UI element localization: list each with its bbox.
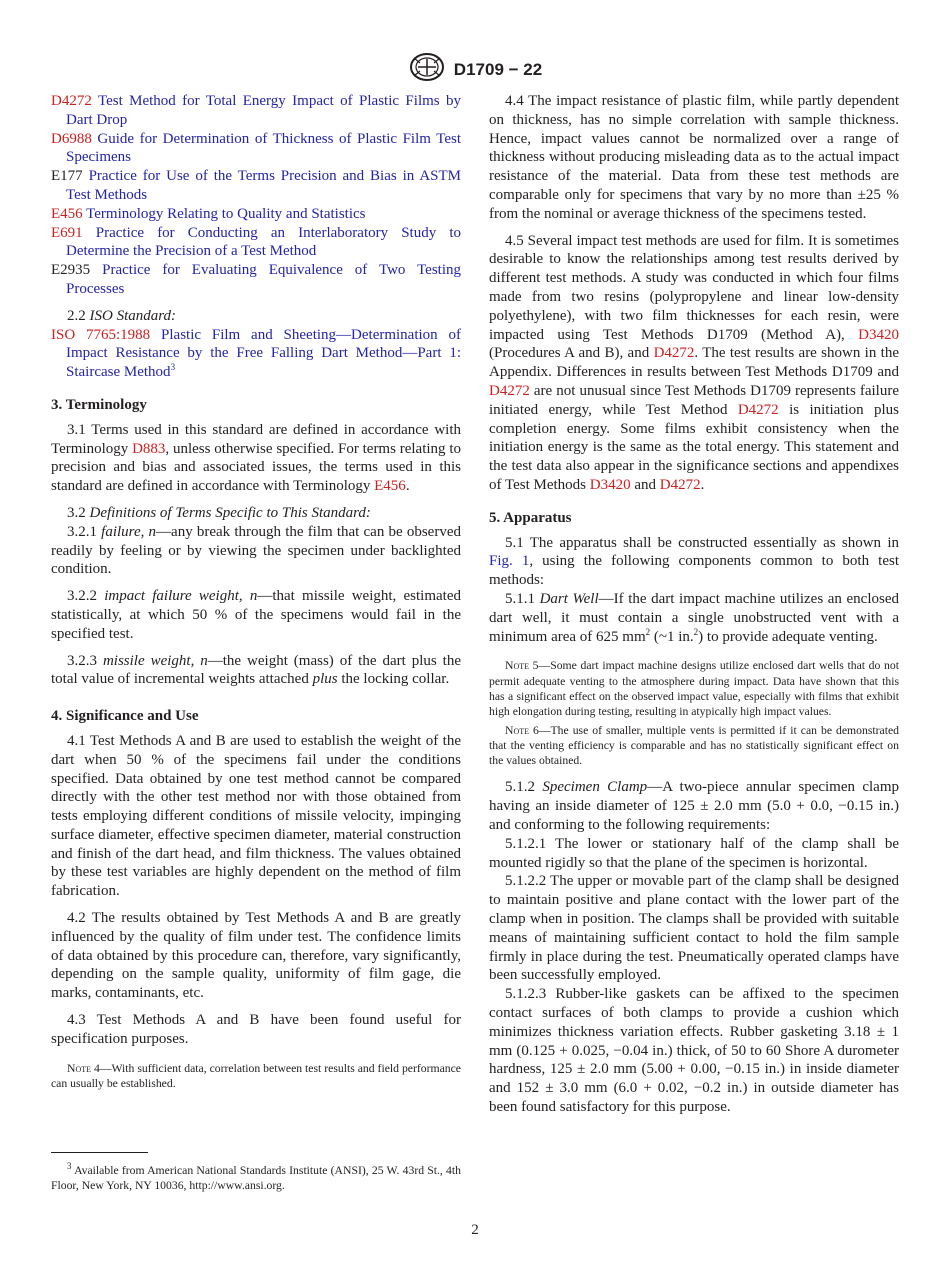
text: —If the dart impact machine utilizes an enclosed dart well, it must contain a single unobstructed vent with a minimum area of 625 mm — [489, 590, 899, 645]
paragraph-4-1: 4.1 Test Methods A and B are used to establish the weight of the dart when 50 % of the specimens fail under the conditions specified. Data obtained by one test method cannot be compared directly with the other test method nor with those obtained from tests employing different conditions of missile velocity, impinging surface diameter, effective specimen diameter, material construction and finish of the dart head, and film thickness. The values obtained by these test variables are highly dependent on the method of film fabrication. — [51, 732, 461, 900]
text: . The test results are shown in the Appendix. Differences in results between Test Methods D1709 and — [489, 345, 900, 381]
text: 5.1 The apparatus shall be constructed essentially as shown in — [505, 534, 899, 551]
defined-term: Dart Well — [539, 590, 599, 607]
iso-code-link[interactable]: ISO 7765:1988 — [51, 326, 151, 343]
iso-standard-heading — [51, 307, 461, 326]
paragraph-5-1-2-2: 5.1.2.2 The upper or movable part of the clamp shall be designed to maintain positive and plane contact with the lower part of the clamp when in position. The clamps shall be provided with suitable means of maintaining sufficient contact to hold the film sample firmly in place during the test. Pneumatically operated clamps have been successfully employed. — [489, 873, 899, 984]
definition-tail: the locking collar. — [337, 671, 450, 688]
section-heading-apparatus: 5. Apparatus — [489, 509, 572, 526]
d3420-link[interactable]: D3420 — [589, 476, 631, 493]
text: ) to provide adequate venting. — [698, 628, 878, 645]
section-number: 3.2.3 — [67, 652, 97, 669]
reference-item — [51, 92, 461, 130]
definition: —that missile weight, estimated statistically, at which 50 % of the specimens would fail in the specified test. — [51, 588, 461, 642]
footnote-marker[interactable]: 3 — [170, 362, 176, 373]
reference-code-link[interactable]: D4272 — [51, 93, 92, 109]
note-6 — [489, 723, 899, 769]
reference-title-link[interactable]: Terminology Relating to Quality and Statistics — [86, 205, 366, 222]
iso-section-number: 2.2 — [67, 307, 86, 324]
text: is initiation plus completion energy. Some films exhibit consistency when the initiation energy is the same as the total energy. This statement and the test data also appear in the significance sections and appendixes of Test Methods — [489, 401, 899, 493]
section-number: 3.2.1 — [67, 523, 97, 540]
definition: —the weight (mass) of the dart plus the total value of incremental weights attached — [51, 652, 461, 688]
superscript: 2 — [693, 626, 699, 637]
footnote-mark: 3 — [67, 1161, 72, 1172]
defined-term: failure, n — [101, 523, 157, 540]
text: (Procedures A and B), and — [489, 345, 654, 362]
emphasis: plus — [312, 671, 338, 688]
paragraph-3-2 — [51, 504, 461, 523]
note-5 — [489, 658, 899, 719]
paragraph-5-1-1 — [489, 590, 899, 646]
reference-code-link[interactable]: E456 — [51, 205, 83, 222]
reference-title-link[interactable]: Practice for Conducting an Interlaboratory Study to Determine the Precision of a Test Method — [66, 224, 461, 260]
section-number: 5.1.2 — [505, 779, 535, 796]
reference-code-link[interactable]: E691 — [51, 224, 83, 241]
d3420-link[interactable]: D3420 — [858, 326, 899, 343]
text: 4.5 Several impact test methods are used for film. It is sometimes desirable to know the relationships among test results derived by different test methods. A study was conducted in which four films made from two resins (polypropylene and linear low-density polyethylene), with two film thicknesses for each resin, were impacted using Test Methods D1709 (Method A), — [489, 232, 899, 343]
paragraph-3-2-3 — [51, 652, 461, 690]
left-column — [51, 92, 461, 1091]
note-text: —The use of smaller, multiple vents is permitted if it can be demonstrated that the venting efficiency is comparable and has no statistically significant effect on the values obtained. — [489, 723, 899, 768]
astm-logo-icon — [408, 52, 446, 87]
paragraph-5-1-2-1: 5.1.2.1 The lower or stationary half of the clamp shall be mounted rigidly so that the plane of the specimen is horizontal. — [489, 835, 899, 871]
text: and — [630, 476, 660, 493]
text: are not unusual since Test Methods D1709 represents failure initiated energy, while Test Method — [489, 382, 899, 418]
text: . — [405, 478, 410, 495]
e456-link[interactable]: E456 — [374, 478, 406, 495]
d4272-link[interactable]: D4272 — [659, 476, 701, 493]
d4272-link[interactable]: D4272 — [653, 345, 695, 362]
note-4 — [51, 1061, 461, 1092]
reference-title-link[interactable]: Test Method for Total Energy Impact of Plastic Films by Dart Drop — [66, 93, 461, 128]
paragraph-4-3: 4.3 Test Methods A and B have been found useful for specification purposes. — [51, 1012, 461, 1047]
figure-1-link[interactable]: Fig. 1 — [489, 553, 530, 570]
reference-code: E177 — [51, 168, 83, 185]
text: , using the following components common to both test methods: — [489, 553, 899, 589]
reference-item — [51, 167, 461, 205]
standard-designation: D1709 − 22 — [453, 59, 543, 79]
paragraph-5-1-2-3: 5.1.2.3 Rubber-like gaskets can be affixed to the specimen contact surfaces of both clamps to provide a cushion which minimizes thickness variation effects. Rubber gasketing 3.18 ± 1 mm (0.125 + 0.025, −0.04 in.) thick, of 50 to 60 Shore A durometer hardness, 125 ± 2.0 mm (5.00 + 0.00, −0.15 in.) in inside diameter and 152 ± 3.0 mm (6.0 + 0.02, −0.2 in.) in outside diameter has been found satisfactory for this purpose. — [489, 986, 899, 1115]
text: 3.1 Terms used in this standard are defined in accordance with Terminology — [51, 421, 461, 457]
superscript: 2 — [645, 626, 651, 637]
reference-item — [51, 130, 461, 168]
d4272-link[interactable]: D4272 — [737, 401, 779, 418]
paragraph-3-2-2 — [51, 587, 461, 643]
reference-code-link[interactable]: D6988 — [51, 130, 92, 147]
note-label: Note 4 — [67, 1061, 100, 1075]
defined-term: impact failure weight, n — [104, 588, 258, 605]
note-text: —Some dart impact machine designs utilize enclosed dart wells that do not permit adequate venting to the atmosphere during impact. Data have shown that this has a significant effect on the observed impact value, especially with films that exhibit high elongation during testing, resulting in atypically high impact values. — [489, 659, 899, 719]
paragraph-5-1 — [489, 534, 899, 590]
section-heading-terminology: 3. Terminology — [51, 396, 147, 413]
reference-item — [51, 261, 461, 299]
reference-title-link[interactable]: Guide for Determination of Thickness of Plastic Film Test Specimens — [66, 130, 461, 166]
note-label: Note 6 — [505, 723, 539, 737]
reference-item — [51, 205, 461, 224]
paragraph-4-2: 4.2 The results obtained by Test Methods A and B are greatly influenced by the quality of film under test. The confidence limits of data obtained by this procedure can, therefore, vary significantly, depending on the sample quality, uniformity of film gage, die marks, contaminants, etc. — [51, 910, 461, 1002]
text: . — [700, 476, 705, 493]
section-title: Definitions of Terms Specific to This Standard: — [89, 504, 371, 521]
reference-list — [51, 92, 461, 299]
section-number: 5.1.1 — [505, 590, 535, 607]
definition: —any break through the film that can be observed readily by feeling or by viewing the specimen under backlighted condition. — [51, 523, 461, 578]
d4272-link[interactable]: D4272 — [489, 382, 530, 399]
right-column — [489, 92, 899, 1117]
text: —A two-piece annular specimen clamp having an inside diameter of 125 ± 2.0 mm (5.0 + 0.0, −0.15 in.) and conforming to the following requirements: — [489, 779, 899, 833]
section-heading-significance: 4. Significance and Use — [51, 708, 199, 725]
paragraph-3-2-1 — [51, 523, 461, 579]
section-number: 3.2 — [67, 504, 86, 521]
page-header — [0, 52, 950, 87]
page-number: 2 — [471, 1222, 479, 1238]
reference-title-link[interactable]: Practice for Use of the Terms Precision and Bias in ASTM Test Methods — [66, 168, 462, 203]
text: , unless otherwise specified. For terms relating to precision and bias and associated issues, the terms used in this standard are defined in accordance with Terminology — [51, 440, 461, 495]
iso-reference-item — [51, 326, 461, 382]
footnote-3 — [51, 1163, 461, 1194]
section-number: 3.2.2 — [67, 588, 97, 605]
reference-item — [51, 224, 461, 262]
iso-section-title: ISO Standard: — [89, 307, 177, 324]
text: (~1 in. — [650, 628, 694, 645]
defined-term: Specimen Clamp — [542, 779, 648, 796]
paragraph-5-1-2 — [489, 778, 899, 834]
paragraph-4-4: 4.4 The impact resistance of plastic film, while partly dependent on thickness, has no simple correlation with sample thickness. Hence, impact values cannot be normalized over a range of thickness without producing misleading data as to the actual impact resistance of the material. Data from these test methods are comparable only for specimens that vary by no more than ±25 % from the nominal or average thickness of the specimens tested. — [489, 93, 899, 222]
note-text: —With sufficient data, correlation between test results and field performance can usually be established. — [51, 1061, 461, 1090]
reference-code: E2935 — [51, 262, 91, 279]
iso-title-link[interactable]: Plastic Film and Sheeting—Determination of Impact Resistance by the Free Falling Dart Method—Part 1: Staircase Method — [66, 326, 462, 381]
defined-term: missile weight, n — [102, 652, 208, 669]
note-label: Note 5 — [505, 659, 539, 673]
paragraph-4-5 — [489, 232, 899, 495]
footnote-divider — [51, 1152, 148, 1153]
reference-title-link[interactable]: Practice for Evaluating Equivalence of Two Testing Processes — [66, 262, 462, 297]
paragraph-3-1 — [51, 421, 461, 496]
footnote-text: Available from American National Standards Institute (ANSI), 25 W. 43rd St., 4th Floor, New York, NY 10036, http://www.ansi.org. — [51, 1164, 461, 1193]
d883-link[interactable]: D883 — [132, 440, 166, 457]
